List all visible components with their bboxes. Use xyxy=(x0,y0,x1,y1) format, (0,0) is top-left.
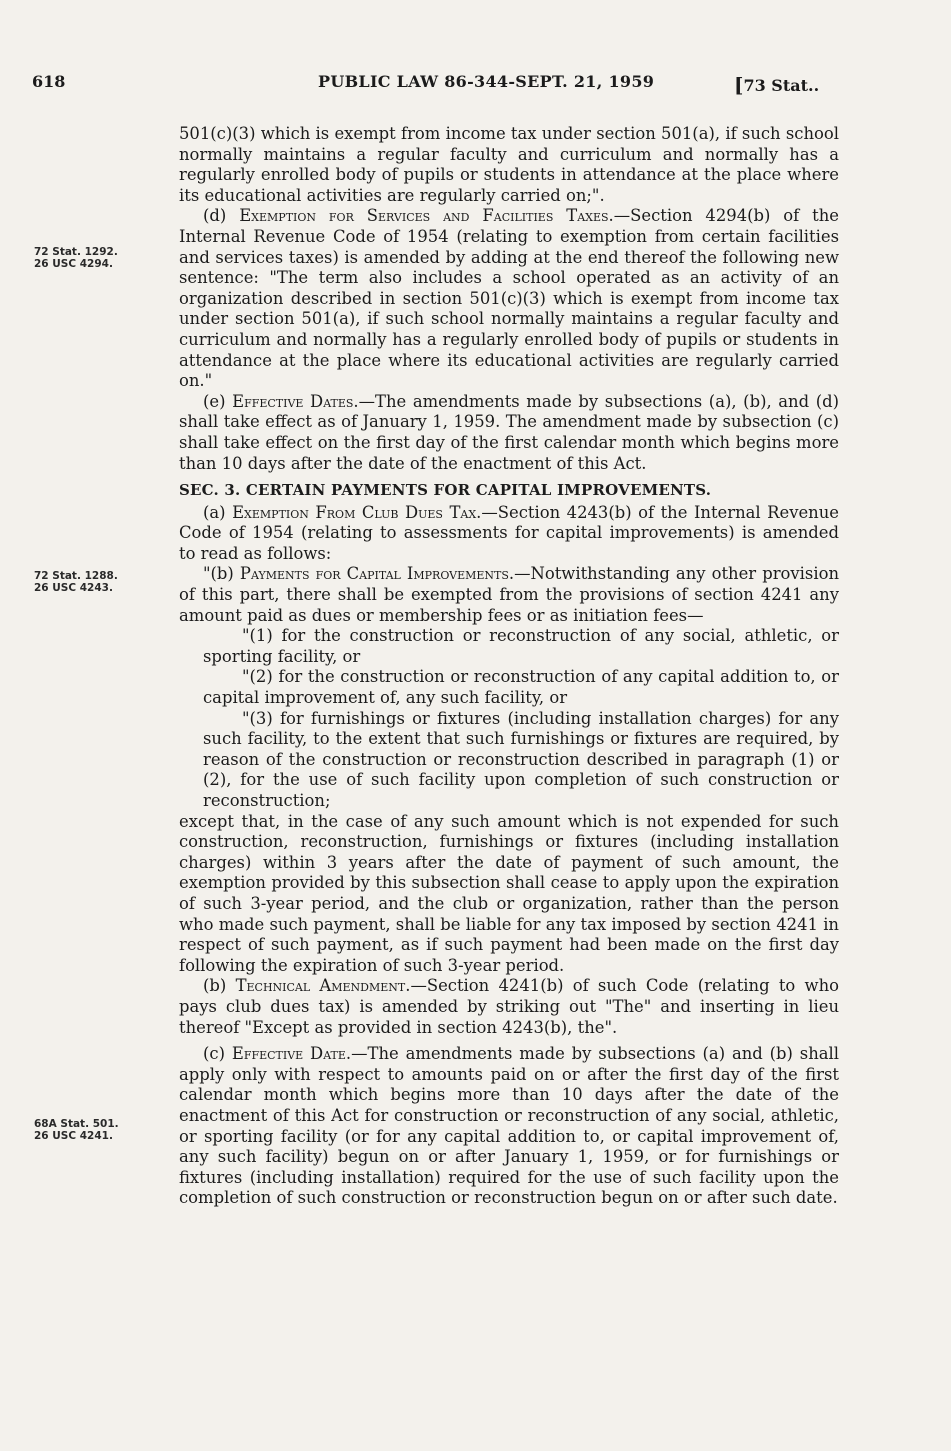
quoted-subsection-b-heading: Payments for Capital Improvements. xyxy=(239,564,515,584)
page-number: 618 xyxy=(32,72,66,91)
subsection-e: (e) Effective Dates.—The amendments made by subsections (a), (b), and (d) shall take effect as of January 1, 1959. The amendment made by subsection (c) shall take effect on the first day of the first calendar month which begins more than 10 days after the date of the enactment of this Act. xyxy=(179,391,839,473)
margin-note-1: 72 Stat. 1292. 26 USC 4294. xyxy=(34,246,118,270)
body-text xyxy=(179,124,839,1209)
paragraph-continuation: 501(c)(3) which is exempt from income tax under section 501(a), if such school normally maintains a regular faculty and curriculum and normally has a regularly enrolled body of pupils or students in attendance at the place where its educational activities are regularly carried on;". xyxy=(179,124,839,205)
section-3-heading: SEC. 3. CERTAIN PAYMENTS FOR CAPITAL IMPROVEMENTS. xyxy=(179,481,712,500)
subsection-b-heading: Technical Amendment. xyxy=(235,976,411,996)
page-header xyxy=(0,72,951,96)
subsection-e-heading: Effective Dates. xyxy=(232,391,359,411)
quoted-subsection-b: "(b) Payments for Capital Improvements.—Notwithstanding any other provision of this part, there shall be exempted from the provisions of section 4241 any amount paid as dues or membership fees or as initiation fees— xyxy=(179,564,839,625)
paragraph-3: "(3) for furnishings or fixtures (including installation charges) for any such facility, to the extent that such furnishings or fixtures are required, by reason of the construction or reconstruction described in paragraph (1) or (2), for the use of such facility upon completion of such construction or reconstruction; xyxy=(203,708,839,810)
margin-note-3: 68A Stat. 501. 26 USC 4241. xyxy=(34,1118,119,1142)
running-title: PUBLIC LAW 86-344-SEPT. 21, 1959 xyxy=(318,72,655,91)
section-3-subsection-c: (c) Effective Date.—The amendments made by subsections (a) and (b) shall apply only with respect to amounts paid on or after the first day of the first calendar month which begins more than 10 days after the date of the enactment of this Act for construction or reconstruction of any social, athletic, or sporting facility (or for any capital addition to, or capital improvement of, any such facility) begun on or after January 1, 1959, or for furnishings or fixtures (including installation) required for the use of such facility upon the completion of such construction or reconstruction begun on or after such date. xyxy=(179,1044,840,1208)
subsection-c-heading: Effective Date. xyxy=(231,1044,352,1064)
subsection-d: (d) Exemption for Services and Facilities Taxes.—Section 4294(b) of the Internal Revenue Code of 1954 (relating to exemption from certain facilities and services taxes) is amended by adding at the end thereof the following new sentence: "The term also includes a school operated as an activity of an organization described in section 501(c)(3) which is exempt from income tax under section 501(a), if such school normally maintains a regular faculty and curriculum and normally has a regularly enrolled body of pupils or students in attendance at the place where its educational activities are regularly carried on." xyxy=(179,206,839,391)
paragraph-2: "(2) for the construction or reconstruction of any capital addition to, or capital improvement of, any such facility, or xyxy=(203,667,839,708)
paragraph-1: "(1) for the construction or reconstruction of any social, athletic, or sporting facility, or xyxy=(203,626,839,666)
subsection-d-heading: Exemption for Services and Facilities Taxes. xyxy=(239,206,614,226)
subsection-a-heading: Exemption From Club Dues Tax. xyxy=(232,502,482,522)
section-3-subsection-b: (b) Technical Amendment.—Section 4241(b) of such Code (relating to who pays club dues tax) is amended by striking out "The" and inserting in lieu thereof "Except as provided in section 4243(b), the". xyxy=(179,976,839,1037)
except-clause: except that, in the case of any such amount which is not expended for such construction, reconstruction, furnishings or fixtures (including installation charges) within 3 years after the date of payment of such amount, the exemption provided by this subsection shall cease to apply upon the expiration of such 3-year period, and the club or organization, rather than the person who made such payment, shall be liable for any tax imposed by section 4241 in respect of such payment, as if such payment had been made on the first day following the expiration of such 3-year period. xyxy=(179,811,839,975)
section-3-subsection-a: (a) Exemption From Club Dues Tax.—Section 4243(b) of the Internal Revenue Code of 1954 (relating to assessments for capital improvements) is amended to read as follows: xyxy=(179,502,839,563)
statute-reference: [73 Stat.. xyxy=(734,73,820,97)
margin-note-2: 72 Stat. 1288. 26 USC 4243. xyxy=(34,570,118,594)
